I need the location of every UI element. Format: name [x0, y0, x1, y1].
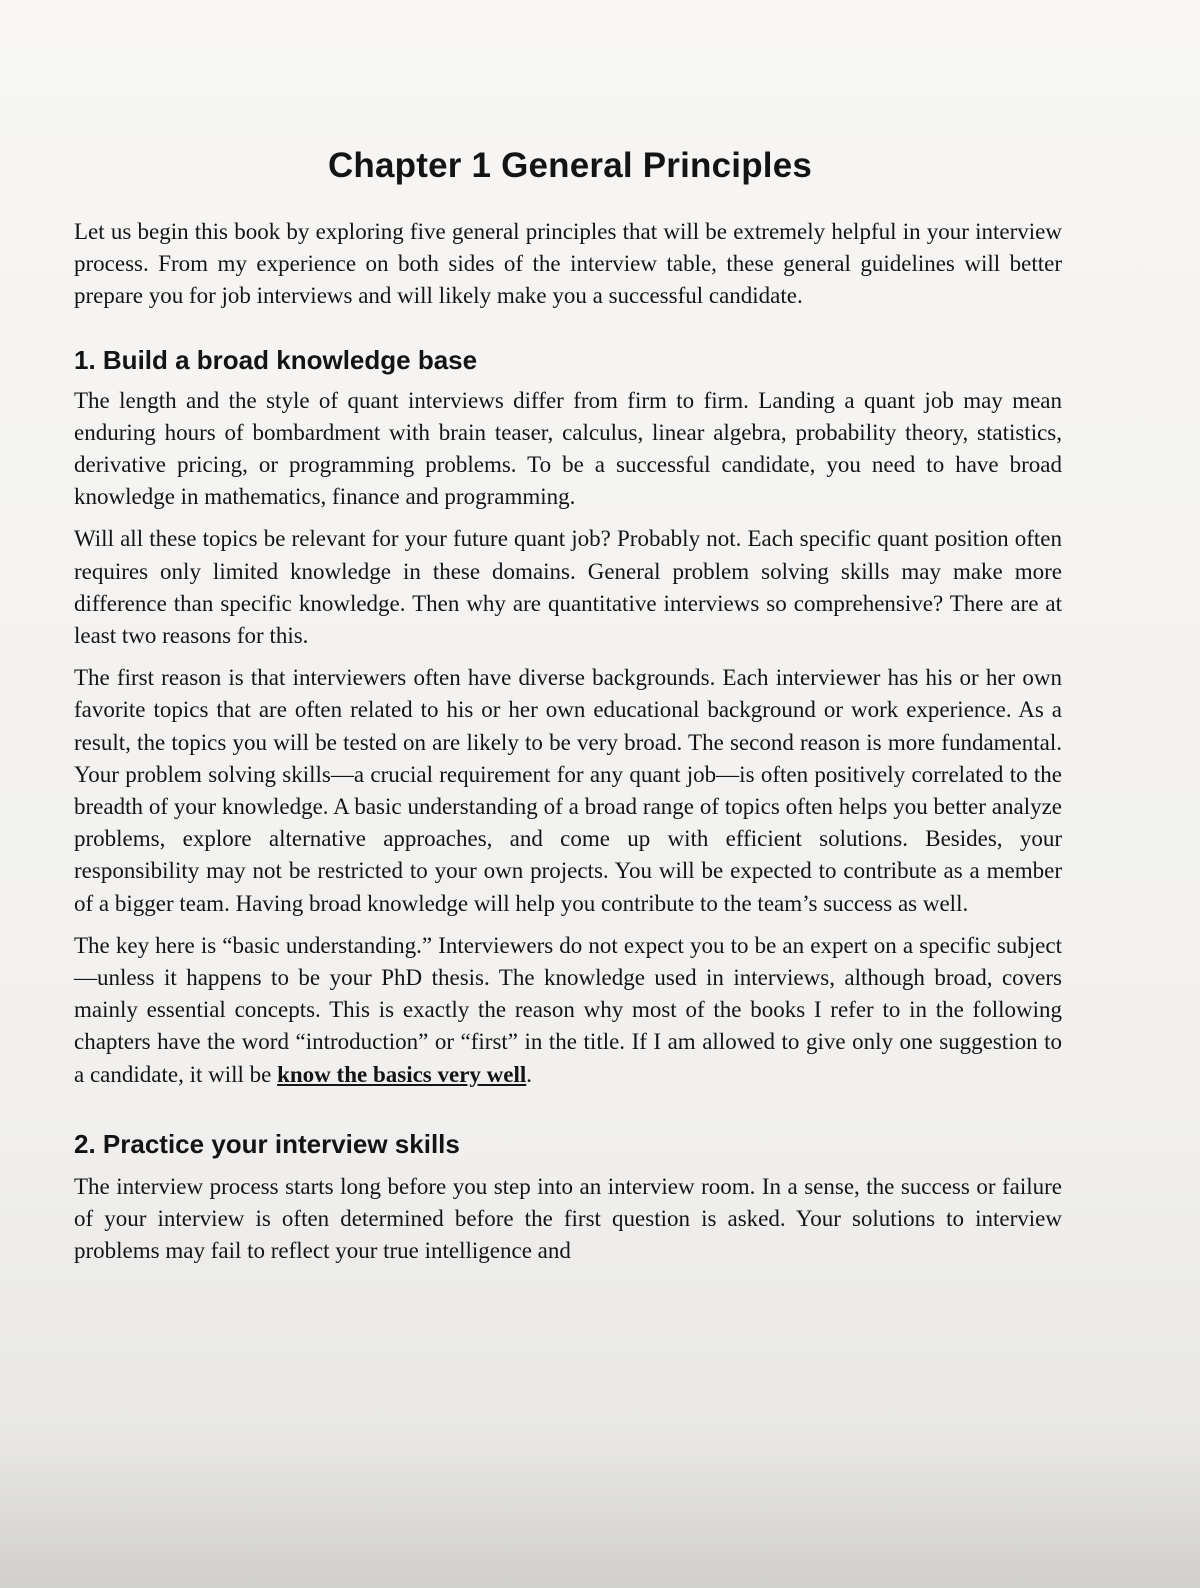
scan-shadow: [0, 1438, 1200, 1588]
intro-paragraph: Let us begin this book by exploring five general principles that will be extremely helpful in your interview process. From my experience on both sides of the interview table, these general guidelines will better prepare you for job interviews and will likely make you a successful candidate.: [74, 219, 1062, 309]
paragraph-4-text: The key here is “basic understanding.” Interviewers do not expect you to be an expert on a specific subject—unless it happens to be your PhD thesis. The knowledge used in interviews, although broad, covers mainly essential concepts. This is exactly the reason why most of the books I refer to in the following chapters have the word “introduction” or “first” in the title. If I am allowed to give only one suggestion to a candidate, it will be: [74, 932, 1062, 1087]
section-1-paragraph-4: [74, 930, 1062, 1091]
paragraph-4-end: .: [526, 1061, 533, 1087]
section-1-paragraph-2: Will all these topics be relevant for your future quant job? Probably not. Each specific quant position often requires only limited knowledge in these domains. General problem solving skills may make more difference than specific knowledge. Then why are quantitative interviews so comprehensive? There are at least two reasons for this.: [74, 526, 1062, 649]
key-advice-emphasis: know the basics very well: [277, 1061, 527, 1087]
section-1-paragraph-3: The first reason is that interviewers often have diverse backgrounds. Each interviewer has his or her own favorite topics that are often related to his or her own educational background or work experience. As a result, the topics you will be tested on are likely to be very broad. The second reason is more fundamental. Your problem solving skills—a crucial requirement for any quant job—is often positively correlated to the breadth of your knowledge. A basic understanding of a broad range of topics often helps you better analyze problems, explore alternative approaches, and come up with efficient solutions. Besides, your responsibility may not be restricted to your own projects. You will be expected to contribute as a member of a bigger team. Having broad knowledge will help you contribute to the team’s success as well.: [74, 665, 1062, 916]
chapter-title: Chapter 1 General Principles: [327, 146, 813, 185]
page-body: [74, 216, 1062, 1277]
section-1-heading: 1. Build a broad knowledge base: [74, 344, 478, 375]
section-2-heading: 2. Practice your interview skills: [74, 1128, 460, 1159]
section-1-paragraph-1: The length and the style of quant interviews differ from firm to firm. Landing a quant job may mean enduring hours of bombardment with brain teaser, calculus, linear algebra, probability theory, statistics, derivative pricing, or programming problems. To be a successful candidate, you need to have broad knowledge in mathematics, finance and programming.: [74, 387, 1062, 510]
section-2-paragraph-1: The interview process starts long before you step into an interview room. In a sense, the success or failure of your interview is often determined before the first question is asked. Your solutions to interview problems may fail to reflect your true intelligence and: [74, 1173, 1062, 1264]
